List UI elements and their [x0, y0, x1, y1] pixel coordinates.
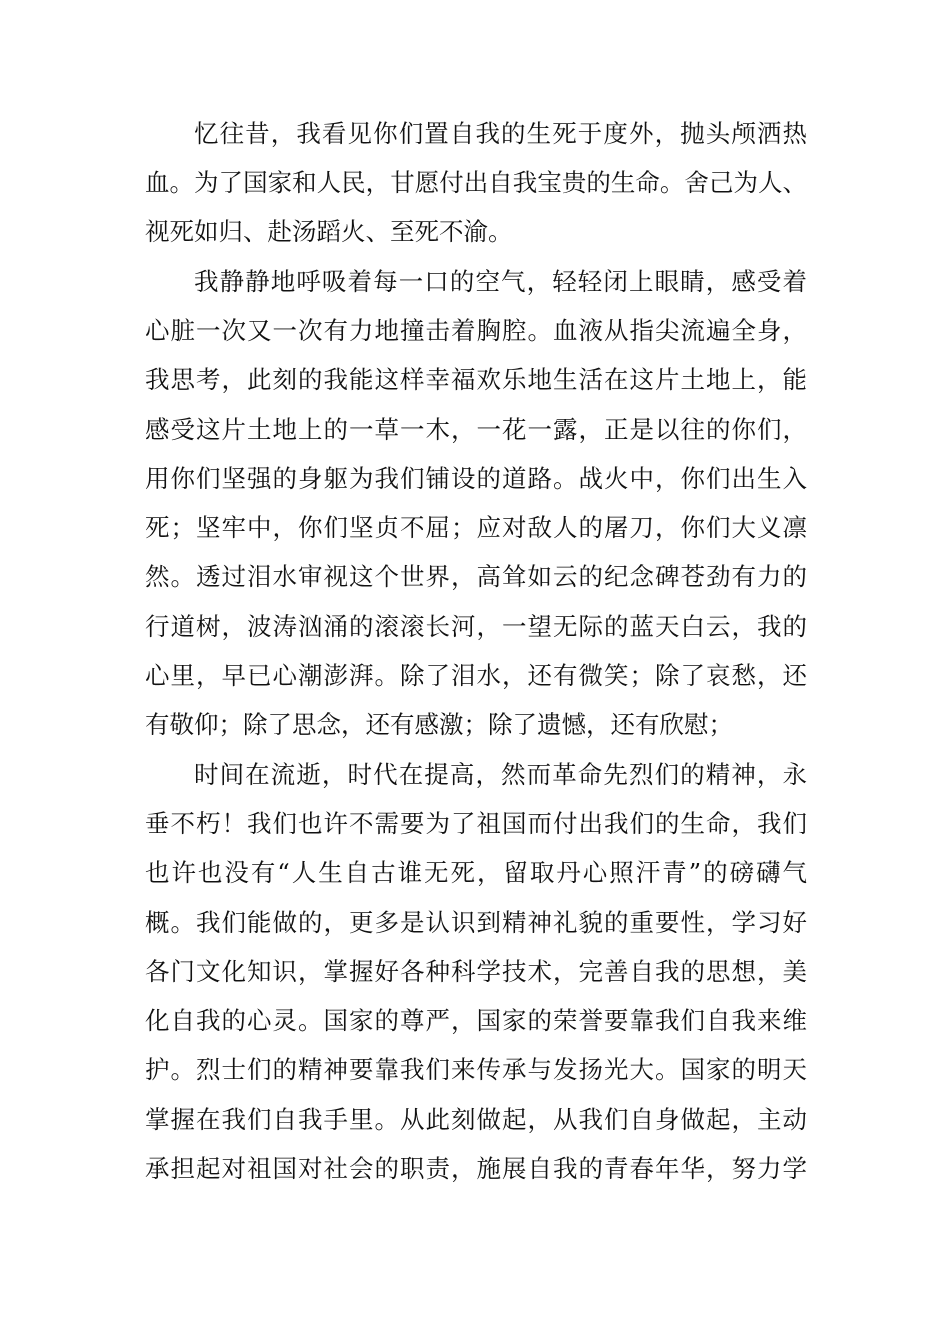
text-line: 也许也没有“人生自古谁无死，留取丹心照汗青”的磅礴气: [145, 858, 807, 887]
text-line: 行道树，波涛汹涌的滚滚长河，一望无际的蓝天白云，我的: [145, 612, 807, 641]
text-line: 我静静地呼吸着每一口的空气，轻轻闭上眼睛，感受着: [194, 267, 807, 296]
text-line: 我思考，此刻的我能这样幸福欢乐地生活在这片土地上，能: [145, 365, 807, 394]
text-line: 血。为了国家和人民，甘愿付出自我宝贵的生命。舍己为人、: [145, 168, 807, 197]
text-line: 用你们坚强的身躯为我们铺设的道路。战火中，你们出生入: [145, 464, 807, 493]
text-line: 化自我的心灵。国家的尊严，国家的荣誉要靠我们自我来维: [145, 1006, 807, 1035]
text-line: 视死如归、赴汤蹈火、至死不渝。: [145, 217, 513, 246]
text-line: 时间在流逝，时代在提高，然而革命先烈们的精神，永: [194, 760, 807, 789]
text-line: 感受这片土地上的一草一木，一花一露，正是以往的你们，: [145, 415, 807, 444]
text-line: 各门文化知识，掌握好各种科学技术，完善自我的思想，美: [145, 957, 807, 986]
text-line: 概。我们能做的，更多是认识到精神礼貌的重要性，学习好: [145, 908, 807, 937]
text-line: 护。烈士们的精神要靠我们来传承与发扬光大。国家的明天: [145, 1055, 807, 1084]
text-line: 然。透过泪水审视这个世界，高耸如云的纪念碑苍劲有力的: [145, 562, 807, 591]
text-line: 心里，早已心潮澎湃。除了泪水，还有微笑；除了哀愁，还: [145, 661, 807, 690]
text-line: 忆往昔，我看见你们置自我的生死于度外，抛头颅洒热: [194, 119, 807, 148]
text-line: 垂不朽！我们也许不需要为了祖国而付出我们的生命，我们: [145, 809, 807, 838]
text-line: 死；坚牢中，你们坚贞不屈；应对敌人的屠刀，你们大义凛: [145, 513, 807, 542]
text-line: 承担起对祖国对社会的职责，施展自我的青春年华，努力学: [145, 1154, 807, 1183]
text-line: 心脏一次又一次有力地撞击着胸腔。血液从指尖流遍全身，: [145, 316, 807, 345]
text-line: 掌握在我们自我手里。从此刻做起，从我们自身做起，主动: [145, 1105, 807, 1134]
text-line: 有敬仰；除了思念，还有感激；除了遗憾，还有欣慰；: [145, 710, 733, 739]
